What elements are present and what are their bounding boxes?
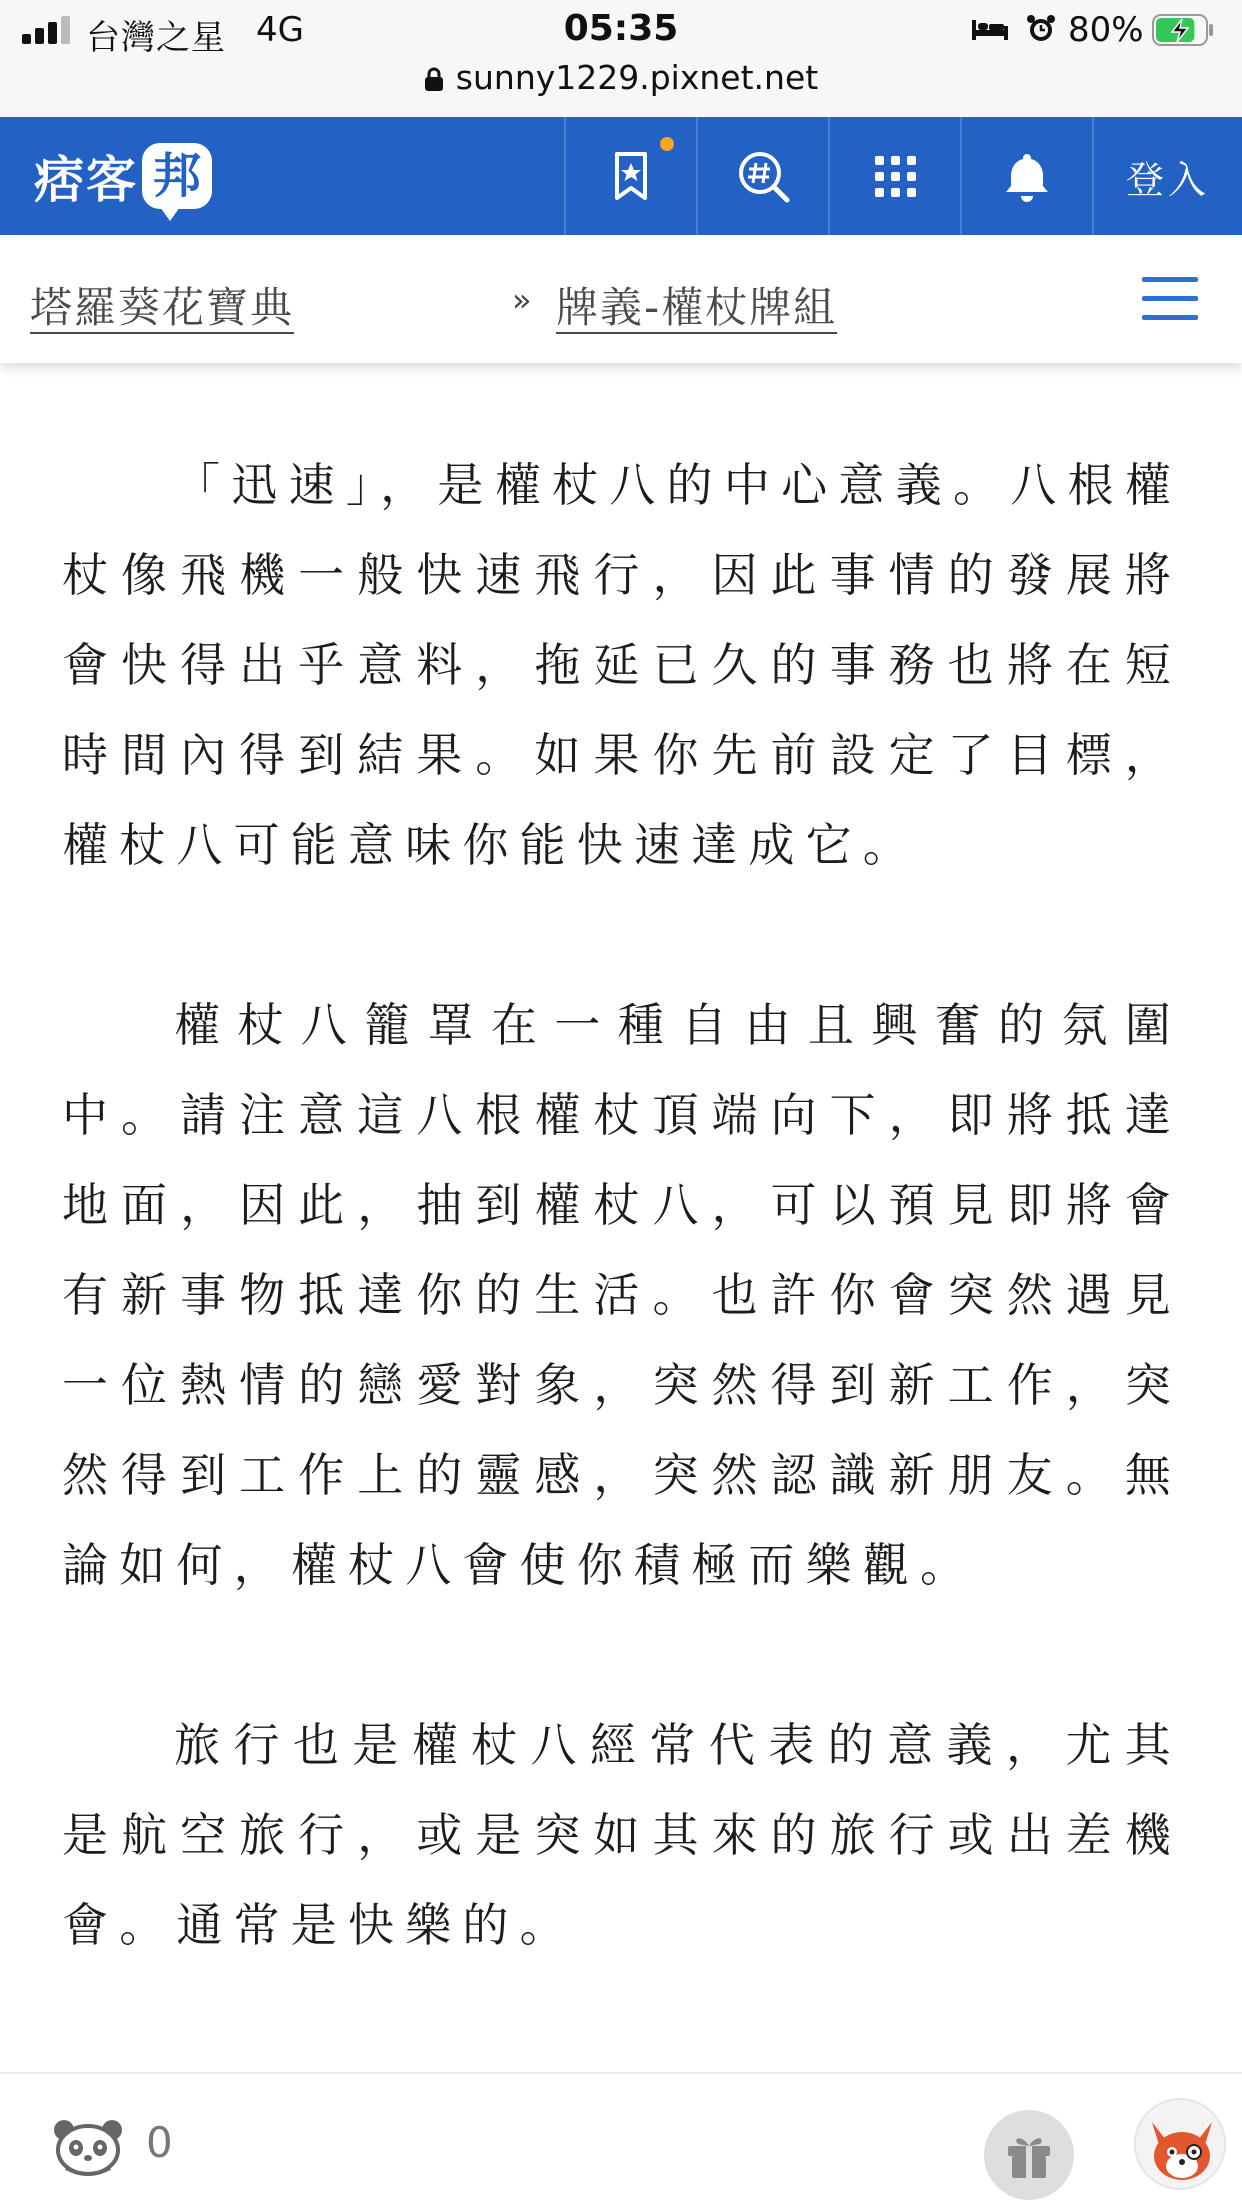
pixnet-logo[interactable] <box>34 137 212 215</box>
logo-bubble: 邦 <box>142 143 212 209</box>
carrier-name: 台灣之星 <box>86 18 226 58</box>
lock-icon <box>424 67 444 91</box>
notifications-button[interactable] <box>960 117 1092 235</box>
apps-button[interactable] <box>828 117 960 235</box>
gift-button[interactable] <box>984 2110 1074 2200</box>
hashtag-search-icon <box>735 148 791 204</box>
url-text[interactable]: sunny1229.pixnet.net <box>455 58 819 97</box>
status-bar <box>0 0 1242 62</box>
bell-icon <box>999 148 1055 204</box>
site-header <box>0 117 1242 235</box>
article-paragraph: 「迅速」，是權杖八的中心意義。八根權杖像飛機一般快速飛行，因此事情的發展將會快得出乎意料，拖延已久的事務也將在短時間內得到結果。如果你先前設定了目標，權杖八可能意味你能快速達成它。 <box>62 458 1182 872</box>
alarm-icon <box>1026 14 1056 44</box>
login-label: 登入 <box>1125 157 1210 202</box>
user-avatar[interactable] <box>1134 2098 1226 2190</box>
breadcrumb-separator: » <box>512 281 532 319</box>
gift-icon <box>1002 2128 1056 2182</box>
address-bar[interactable] <box>0 58 1242 118</box>
hashtag-search-button[interactable] <box>696 117 828 235</box>
breadcrumb-category[interactable]: 牌義-權杖牌組 <box>556 283 838 332</box>
fox-avatar-icon <box>1136 2100 1226 2190</box>
battery-charging-icon <box>1152 14 1214 46</box>
article-paragraph: 權杖八籠罩在一種自由且興奮的氛圍中。請注意這八根權杖頂端向下，即將抵達地面，因此，抽到權杖八，可以預見即將會有新事物抵達你的生活。也許你會突然遇見一位熱情的戀愛對象，突然得到新工作，突然得到工作上的靈感，突然認識新朋友。無論如何，權杖八會使你積極而樂觀。 <box>62 998 1182 1592</box>
network-type: 4G <box>256 10 304 50</box>
login-button[interactable] <box>1092 117 1242 235</box>
sleep-mode-icon <box>972 18 1008 42</box>
apps-grid-icon <box>867 148 923 204</box>
logo-text: 痞客 <box>34 151 138 209</box>
battery-percent: 80% <box>1068 10 1144 50</box>
clock: 05:35 <box>563 8 679 49</box>
hamburger-menu-icon[interactable] <box>1142 277 1198 321</box>
bottom-action-bar <box>0 2072 1242 2208</box>
bookmark-button[interactable] <box>564 117 696 235</box>
panda-like-icon[interactable] <box>52 2116 124 2176</box>
article-paragraph: 旅行也是權杖八經常代表的意義，尤其是航空旅行，或是突如其來的旅行或出差機會。通常是快樂的。 <box>62 1718 1182 1952</box>
bookmark-star-icon <box>603 148 659 204</box>
article-body <box>62 440 1182 1970</box>
notification-dot <box>660 137 674 151</box>
like-count: 0 <box>146 2118 173 2167</box>
breadcrumb <box>0 235 1242 363</box>
breadcrumb-blog-title[interactable]: 塔羅葵花寶典 <box>30 283 295 332</box>
